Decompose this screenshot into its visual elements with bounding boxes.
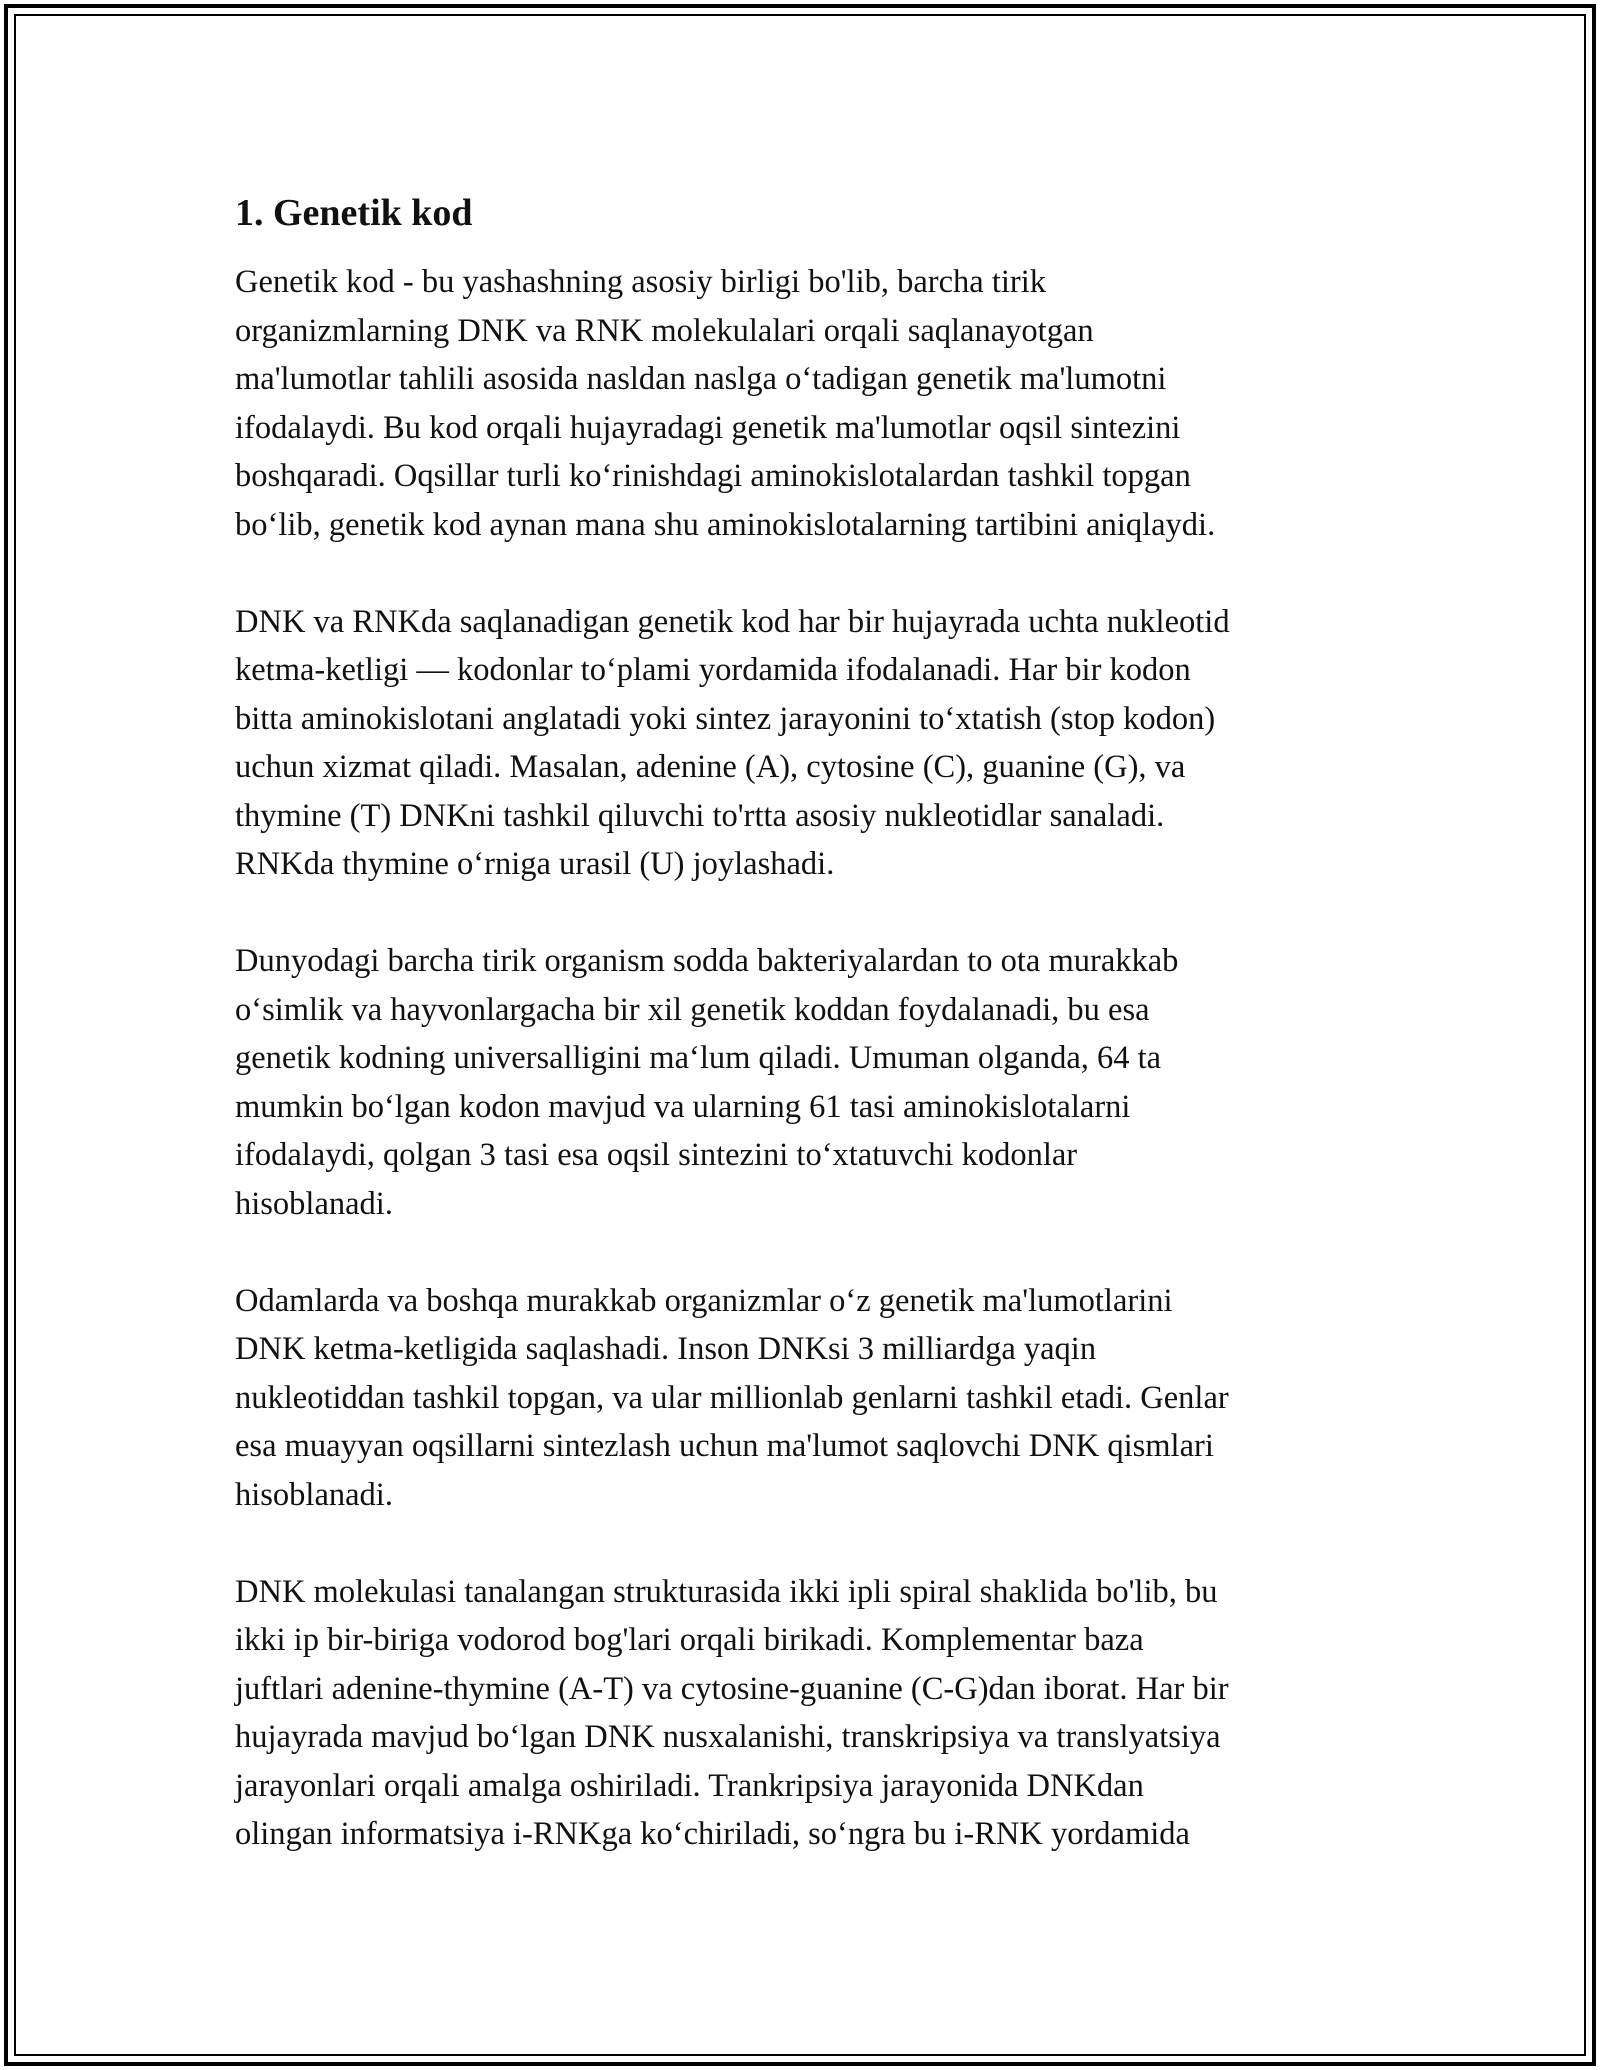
text-line: Dunyodagi barcha tirik organism sodda bakteriyalardan to ota murakkab (235, 943, 1179, 979)
text-line: hisoblanadi. (235, 1476, 393, 1513)
text-line: esa muayyan oqsillarni sintezlash uchun ma'lumot saqlovchi DNK qismlari (235, 1428, 1214, 1464)
paragraph-codons (235, 598, 1370, 889)
text-line: bo‘lib, genetik kod aynan mana shu aminokislotalarning tartibini aniqlaydi. (235, 506, 1216, 543)
text-line: hujayrada mavjud bo‘lgan DNK nusxalanishi, transkripsiya va translyatsiya (235, 1719, 1221, 1755)
text-line: mumkin bo‘lgan kodon mavjud va ularning 61 tasi aminokislotalarni (235, 1088, 1131, 1125)
text-line: DNK ketma-ketligida saqlashadi. Inson DNKsi 3 milliardga yaqin (235, 1331, 1097, 1367)
text-line: o‘simlik va hayvonlargacha bir xil genetik koddan foydalanadi, bu esa (235, 991, 1150, 1028)
text-line: DNK molekulasi tanalangan strukturasida ikki ipli spiral shaklida bo'lib, bu (235, 1573, 1218, 1610)
paragraph-genetic-code-definition (235, 258, 1370, 549)
text-line: ifodalaydi. Bu kod orqali hujayradagi genetik ma'lumotlar oqsil sintezini (235, 409, 1181, 446)
text-line: bitta aminokislotani anglatadi yoki sintez jarayonini to‘xtatish (stop kodon) (235, 700, 1216, 737)
text-line: uchun xizmat qiladi. Masalan, adenine (A), cytosine (C), guanine (G), va (235, 749, 1186, 785)
paragraph-human-dna (235, 1277, 1370, 1520)
text-line: DNK va RNKda saqlanadigan genetik kod har bir hujayrada uchta nukleotid (235, 603, 1230, 640)
text-line: jarayonlari orqali amalga oshiriladi. Trankripsiya jarayonida DNKdan (235, 1767, 1144, 1804)
text-line: hisoblanadi. (235, 1185, 393, 1222)
paragraph-universality (235, 937, 1370, 1228)
text-line: ifodalaydi, qolgan 3 tasi esa oqsil sintezini to‘xtatuvchi kodonlar (235, 1137, 1078, 1173)
text-line: ma'lumotlar tahlili asosida nasldan naslga o‘tadigan genetik ma'lumotni (235, 361, 1167, 397)
paragraph-dna-structure (235, 1568, 1370, 1859)
text-line: juftlari adenine-thymine (A-T) va cytosine-guanine (C-G)dan iborat. Har bir (235, 1670, 1229, 1707)
text-line: ketma-ketligi — kodonlar to‘plami yordamida ifodalanadi. Har bir kodon (235, 652, 1191, 688)
text-line: organizmlarning DNK va RNK molekulalari orqali saqlanayotgan (235, 312, 1094, 349)
text-line: ikki ip bir-biriga vodorod bog'lari orqali birikadi. Komplementar baza (235, 1622, 1144, 1658)
text-line: RNKda thymine o‘rniga urasil (U) joylashadi. (235, 846, 835, 882)
text-line: boshqaradi. Oqsillar turli ko‘rinishdagi aminokislotalardan tashkil topgan (235, 458, 1191, 494)
text-line: thymine (T) DNKni tashkil qiluvchi to'rtta asosiy nukleotidlar sanaladi. (235, 797, 1165, 834)
text-line: genetik kodning universalligini ma‘lum qiladi. Umuman olganda, 64 ta (235, 1040, 1162, 1076)
text-line: olingan informatsiya i-RNKga ko‘chiriladi, so‘ngra bu i-RNK yordamida (235, 1816, 1190, 1852)
document-body (235, 188, 1370, 1907)
text-line: Odamlarda va boshqa murakkab organizmlar o‘z genetik ma'lumotlarini (235, 1282, 1173, 1319)
text-line: nukleotiddan tashkil topgan, va ular millionlab genlarni tashkil etadi. Genlar (235, 1379, 1229, 1416)
text-line: Genetik kod - bu yashashning asosiy birligi bo'lib, barcha tirik (235, 264, 1046, 300)
section-heading: 1. Genetik kod (235, 192, 473, 234)
